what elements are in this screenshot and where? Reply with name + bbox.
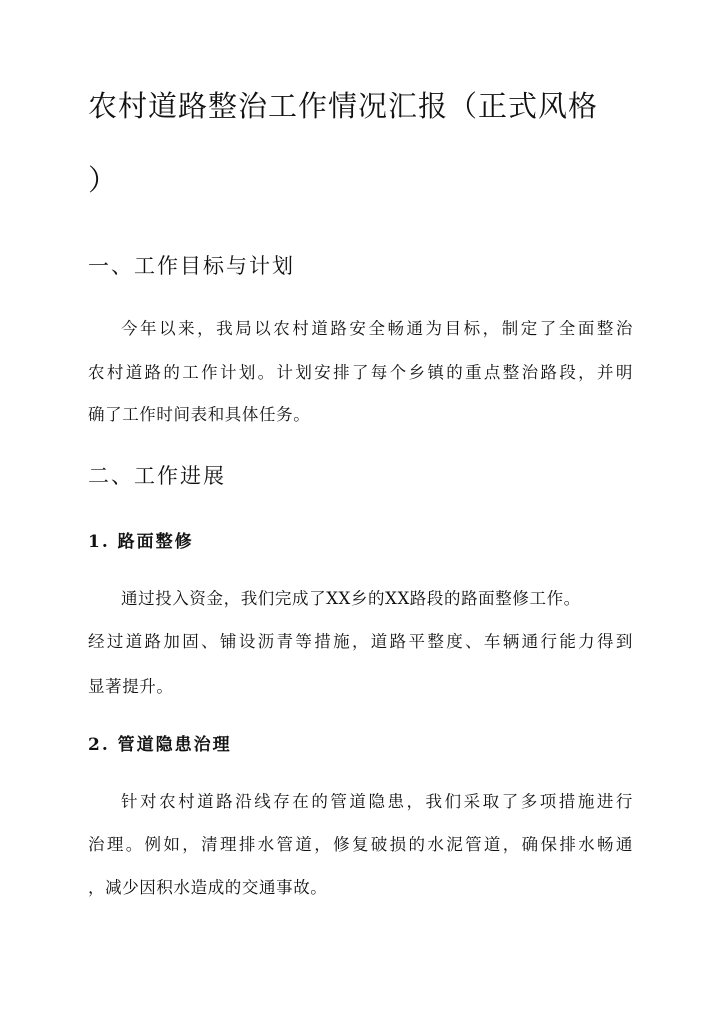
section-1-heading: 一、工作目标与计划 — [88, 254, 295, 278]
document-title-line-2: ） — [88, 163, 119, 197]
subsection-2-paragraph-line: 治理。例如，清理排水管道，修复破损的水泥管道，确保排水畅通 — [88, 835, 633, 854]
subsection-2-heading: 2. 管道隐患治理 — [88, 735, 232, 755]
subsection-1-paragraph-line: 通过投入资金，我们完成了XX乡的XX路段的路面整修工作。 — [121, 589, 581, 608]
subsection-1-paragraph-line: 显著提升。 — [88, 677, 174, 696]
document-title-line-1: 农村道路整治工作情况汇报（正式风格 — [88, 89, 599, 123]
section-2-heading: 二、工作进展 — [88, 464, 226, 488]
section-1-paragraph-line: 今年以来，我局以农村道路安全畅通为目标，制定了全面整治 — [121, 319, 633, 338]
subsection-1-heading: 1. 路面整修 — [88, 532, 194, 552]
section-1-paragraph-line: 确了工作时间表和具体任务。 — [88, 405, 311, 424]
section-1-paragraph-line: 农村道路的工作计划。计划安排了每个乡镇的重点整治路段，并明 — [88, 363, 633, 382]
subsection-1-paragraph-line: 经过道路加固、铺设沥青等措施，道路平整度、车辆通行能力得到 — [88, 632, 633, 651]
subsection-2-paragraph-line: ，减少因积水造成的交通事故。 — [88, 878, 328, 897]
subsection-2-paragraph-line: 针对农村道路沿线存在的管道隐患，我们采取了多项措施进行 — [121, 792, 633, 811]
